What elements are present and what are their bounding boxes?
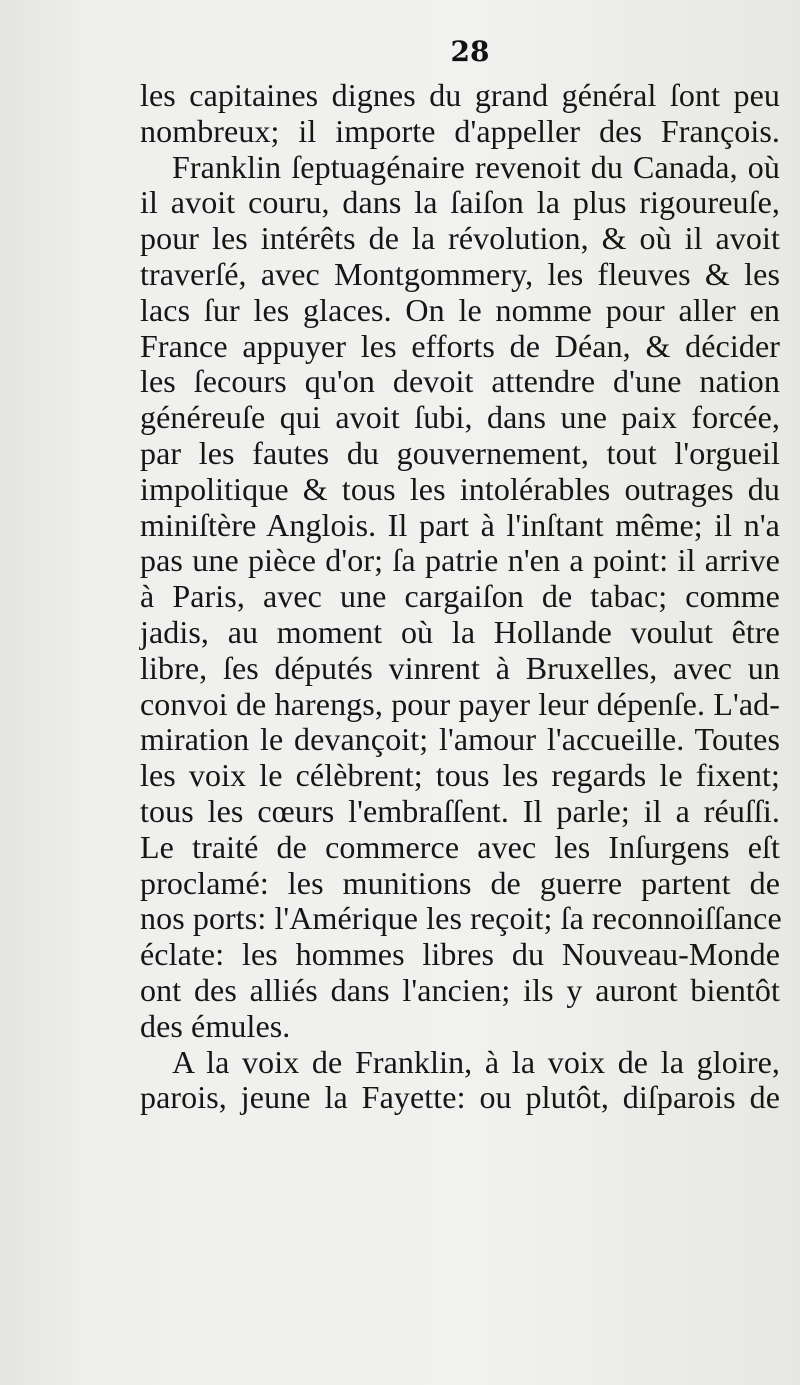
text-line: à Paris, avec une cargaiſon de tabac; comme <box>140 578 780 615</box>
text-line: parois, jeune la Fayette: ou plutôt, diſparois de <box>140 1079 780 1116</box>
text-line: les capitaines dignes du grand général ſont peu <box>140 77 780 113</box>
text-line: des émules. <box>140 1007 291 1044</box>
text-line: Le traité de commerce avec les Inſurgens eſt <box>140 828 780 865</box>
text-line: nombreux; il importe d'appeller des François. <box>140 112 780 149</box>
text-line: nos ports: l'Amérique les reçoit; ſa reconnoiſſance <box>140 900 782 937</box>
text-line: pour les intérêts de la révolution, & où il avoit <box>140 220 780 257</box>
text-line: ont des alliés dans l'ancien; ils y auront bientôt <box>140 971 780 1008</box>
text-line: miniſtère Anglois. Il part à l'inſtant même; il n'a <box>140 506 780 543</box>
text-line: miration le devançoit; l'amour l'accueille. Toutes <box>140 721 780 758</box>
text-line: pas une pièce d'or; ſa patrie n'en a point: il arrive <box>140 542 780 579</box>
text-line: les ſecours qu'on devoit attendre d'une nation <box>140 363 780 400</box>
text-line: il avoit couru, dans la ſaiſon la plus rigoureuſe, <box>140 184 780 221</box>
text-line: éclate: les hommes libres du Nouveau-Monde <box>140 936 780 973</box>
text-line: convoi de harengs, pour payer leur dépenſe. L'ad- <box>140 685 780 722</box>
text-line: par les fautes du gouvernement, tout l'orgueil <box>140 434 780 471</box>
text-line: jadis, au moment où la Hollande voulut être <box>140 613 780 650</box>
text-line: Franklin ſeptuagénaire revenoit du Canada, où <box>172 148 780 185</box>
text-line: lacs ſur les glaces. On le nomme pour aller en <box>140 291 780 328</box>
text-line: France appuyer les efforts de Déan, & décider <box>140 327 780 364</box>
text-line: les voix le célèbrent; tous les regards le fixent; <box>140 757 780 794</box>
text-line: tous les cœurs l'embraſſent. Il parle; il a réuſſi. <box>140 792 780 829</box>
page-number: 28 <box>450 35 490 68</box>
text-line: traverſé, avec Montgommery, les fleuves & les <box>140 255 780 292</box>
text-line: généreuſe qui avoit ſubi, dans une paix forcée, <box>140 399 780 436</box>
text-line: libre, ſes députés vinrent à Bruxelles, avec un <box>140 649 780 686</box>
text-line: A la voix de Franklin, à la voix de la gloire, <box>172 1043 780 1080</box>
body-text <box>140 78 780 1116</box>
text-line: impolitique & tous les intolérables outrages du <box>140 470 780 507</box>
text-line: proclamé: les munitions de guerre partent de <box>140 864 780 901</box>
